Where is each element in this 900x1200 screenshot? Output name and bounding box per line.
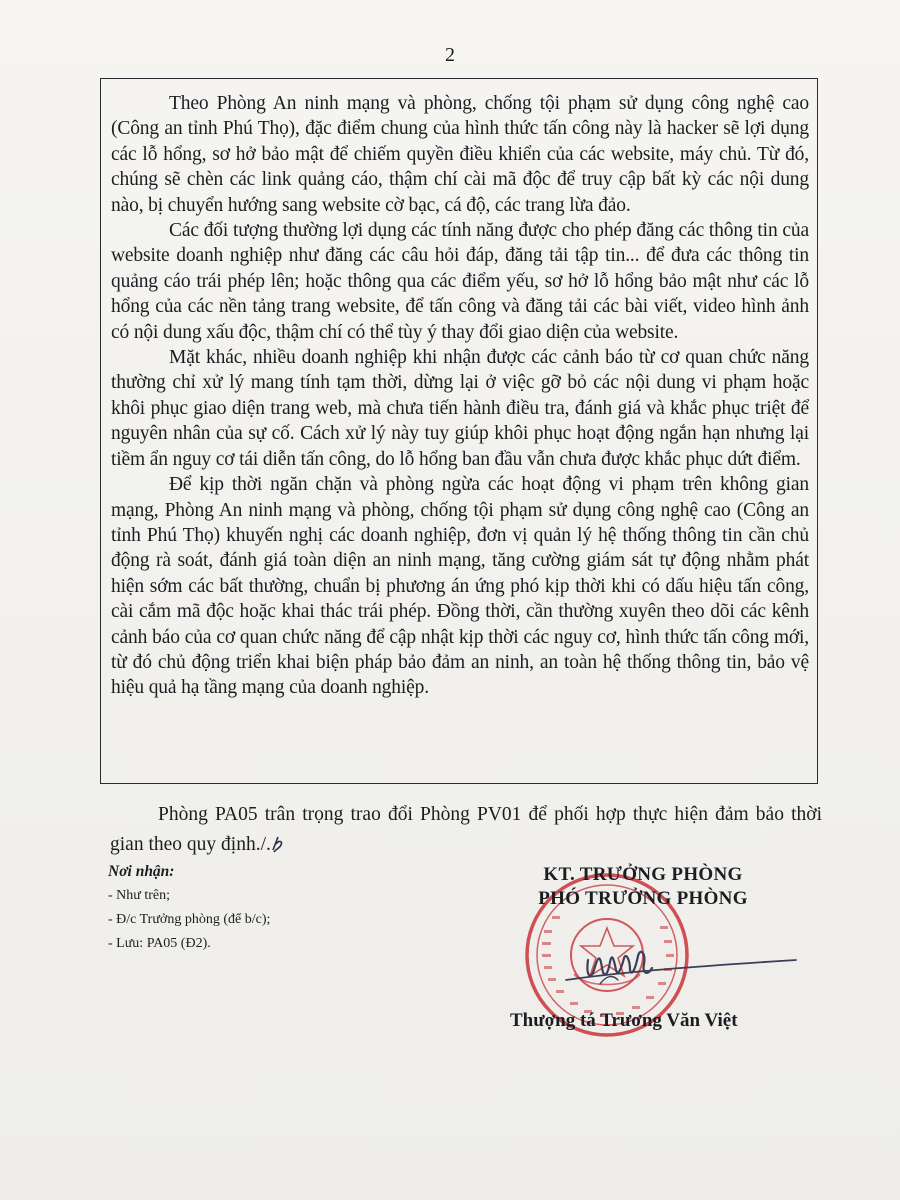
signature-title-line-2: PHÓ TRƯỞNG PHÒNG [538,888,748,909]
body-paragraph-4: Để kịp thời ngăn chặn và phòng ngừa các hoạt động vi phạm trên không gian mạng, Phòng An ninh mạng và phòng, chống tội phạm sử dụng công nghệ cao (Công an tỉnh Phú Thọ) khuyến nghị các doanh nghiệp, đơn vị quản lý hệ thống thông tin cần chủ động rà soát, đánh giá toàn diện an ninh mạng, tăng cường giám sát tự động nhằm phát hiện sớm các bất thường, chuẩn bị phương án ứng phó kịp thời khi có dấu hiệu tấn công, cài cắm mã độc hoặc khai thác trái phép. Đồng thời, cần thường xuyên theo dõi các kênh cảnh báo của cơ quan chức năng để cập nhật kịp thời các nguy cơ, hình thức tấn công mới, từ đó chủ động triển khai biện pháp bảo đảm an ninh, an toàn hệ thống thông tin, bảo vệ hiệu quả hạ tầng mạng của doanh nghiệp. [111,474,809,699]
body-paragraph-3: Mặt khác, nhiều doanh nghiệp khi nhận được các cảnh báo từ cơ quan chức năng thường chỉ xử lý mang tính tạm thời, dừng lại ở việc gỡ bỏ các nội dung vi phạm hoặc khôi phục giao diện trang web, mà chưa tiến hành điều tra, đánh giá và khắc phục triệt để nguyên nhân của sự cố. Cách xử lý này tuy giúp khôi phục hoạt động ngắn hạn nhưng lại tiềm ẩn nguy cơ tái diễn tấn công, do lỗ hổng ban đầu vẫn chưa được khắc phục dứt điểm. [111,347,809,470]
closing-text: Phòng PA05 trân trọng trao đổi Phòng PV01 để phối hợp thực hiện đảm bảo thời gian theo quy định./. [110,804,822,855]
signature-title-line-1: KT. TRƯỞNG PHÒNG [543,864,743,885]
recipients-title: Nơi nhận: [108,863,175,880]
closing-paragraph [110,800,822,860]
recipient-item: - Lưu: PA05 (Đ2). [108,936,211,951]
initial-mark-icon [271,834,285,854]
body-text-box [100,78,818,784]
body-paragraph-1: Theo Phòng An ninh mạng và phòng, chống tội phạm sử dụng công nghệ cao (Công an tỉnh Phú Thọ), đặc điểm chung của hình thức tấn công này là hacker sẽ lợi dụng các lỗ hổng, sơ hở bảo mật để chiếm quyền điều khiển của các website, máy chủ. Từ đó, chúng sẽ chèn các link quảng cáo, thậm chí cài mã độc để truy cập bất kỳ các nội dung nào, bị chuyển hướng sang website cờ bạc, cá độ, các trang lừa đảo. [111,93,809,216]
recipients-block [108,860,438,956]
handwritten-signature-icon [560,930,800,990]
signer-name: Thượng tá Trương Văn Việt [510,1010,738,1031]
body-paragraph-2: Các đối tượng thường lợi dụng các tính năng được cho phép đăng các thông tin của website doanh nghiệp như đăng các câu hỏi đáp, đăng tải tập tin... để đưa các thông tin quảng cáo trái phép lên; hoặc thông qua các điểm yếu, sơ hở lỗ hổng bảo mật như các lỗ hổng của các nền tảng trang website, để tấn công và đăng tải các bài viết, video hình ảnh có nội dung xấu độc, thậm chí có thể tùy ý thay đổi giao diện của website. [111,220,809,343]
recipient-item: - Đ/c Trưởng phòng (để b/c); [108,912,271,927]
page-number: 2 [445,44,455,66]
recipient-item: - Như trên; [108,888,171,903]
